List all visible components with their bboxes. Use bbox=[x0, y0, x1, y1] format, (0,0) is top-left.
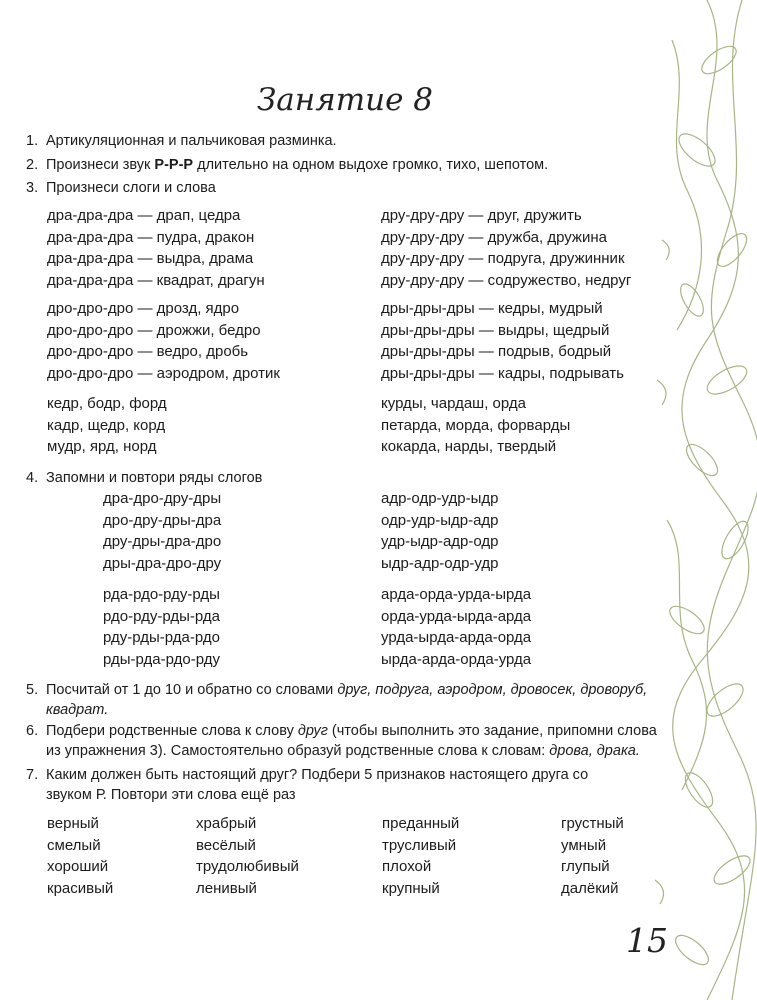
list-item: весёлый bbox=[196, 836, 256, 854]
list-item: курды, чардаш, орда bbox=[381, 395, 526, 412]
task-4 bbox=[26, 468, 666, 488]
task-text: Произнеси звук bbox=[46, 157, 155, 173]
list-item: кедр, бодр, форд bbox=[47, 395, 167, 412]
page-title: Занятие 8 bbox=[256, 82, 434, 118]
list-item: дры-дры-дры — кедры, мудрый bbox=[381, 300, 603, 317]
list-item: ленивый bbox=[196, 879, 257, 897]
task-italic-words: друг bbox=[297, 723, 328, 739]
list-item: дро-дро-дро — аэродром, дротик bbox=[47, 364, 280, 382]
task-3 bbox=[26, 178, 666, 198]
list-item: дро-дро-дро — дрозд, ядро bbox=[47, 300, 240, 317]
task-text: (чтобы выполнить это задание, припомни слова bbox=[327, 723, 657, 739]
ex3-left-group-3 bbox=[47, 393, 167, 458]
list-item: преданный bbox=[382, 815, 460, 832]
list-item: дру-дру-дру — содружество, недруг bbox=[381, 271, 632, 289]
ex7-column-2 bbox=[196, 813, 299, 899]
task-text: Произнеси слоги и слова bbox=[46, 180, 216, 196]
list-item: красивый bbox=[47, 879, 114, 897]
page-number: 15 bbox=[626, 921, 668, 960]
task-number: 4. bbox=[26, 470, 39, 486]
ex7-column-3 bbox=[382, 813, 459, 899]
list-item: дра-дра-дра — выдра, драма bbox=[47, 250, 254, 267]
task-number: 5. bbox=[26, 682, 39, 698]
task-text: Запомни и повтори ряды слогов bbox=[46, 470, 263, 486]
ex4-right-group-2 bbox=[381, 584, 531, 670]
list-item: кокарда, нарды, твердый bbox=[381, 438, 557, 455]
list-item: дро-дро-дро — ведро, дробь bbox=[47, 343, 249, 360]
list-item: дры-дра-дро-дру bbox=[103, 554, 222, 572]
task-number: 7. bbox=[26, 767, 39, 783]
task-text: Подбери родственные слова к слову bbox=[46, 723, 298, 739]
list-item: рды-рда-рдо-рду bbox=[103, 650, 220, 668]
ex4-left-group-2 bbox=[103, 584, 220, 670]
list-item: дру-дру-дру — подруга, дружинник bbox=[381, 250, 625, 267]
task-text: Артикуляционная и пальчиковая разминка. bbox=[46, 133, 337, 149]
task-italic-words: дрова, драка. bbox=[549, 743, 640, 759]
list-item: грустный bbox=[561, 815, 624, 832]
task-text: звуком Р. Повтори эти слова ещё раз bbox=[46, 787, 296, 803]
list-item: хороший bbox=[47, 858, 109, 875]
list-item: адр-одр-удр-ыдр bbox=[381, 490, 499, 507]
task-6 bbox=[26, 721, 666, 761]
list-item: кадр, щедр, корд bbox=[47, 416, 166, 434]
ex3-right-group-1 bbox=[381, 205, 631, 291]
list-item: дру-дру-дру — друг, дружить bbox=[381, 207, 582, 224]
list-item: дру-дру-дру — дружба, дружина bbox=[381, 228, 607, 246]
list-item: смелый bbox=[47, 836, 101, 854]
list-item: трусливый bbox=[382, 836, 457, 854]
task-7 bbox=[26, 765, 666, 805]
task-5 bbox=[26, 680, 666, 720]
ex7-column-1 bbox=[47, 813, 113, 899]
list-item: рду-рды-рда-рдо bbox=[103, 629, 220, 646]
task-italic-words: квадрат. bbox=[46, 702, 109, 718]
sound-label: Р-Р-Р bbox=[154, 157, 194, 173]
list-item: орда-урда-ырда-арда bbox=[381, 607, 532, 625]
list-item: урда-ырда-арда-орда bbox=[381, 629, 532, 646]
list-item: плохой bbox=[382, 858, 432, 875]
list-item: дра-дра-дра — драп, цедра bbox=[47, 207, 241, 224]
list-item: одр-удр-ыдр-адр bbox=[381, 511, 499, 529]
list-item: удр-ыдр-адр-одр bbox=[381, 533, 499, 550]
ex3-left-group-1 bbox=[47, 205, 265, 291]
list-item: крупный bbox=[382, 879, 440, 897]
list-item: дра-дра-дра — квадрат, драгун bbox=[47, 271, 265, 289]
task-number: 6. bbox=[26, 723, 39, 739]
task-text: из упражнения 3). Самостоятельно образуй родственные слова к словам: bbox=[46, 743, 550, 759]
ex4-right-group-1 bbox=[381, 488, 499, 574]
list-item: дру-дры-дра-дро bbox=[103, 533, 222, 550]
task-number: 2. bbox=[26, 157, 39, 173]
list-item: верный bbox=[47, 815, 99, 832]
list-item: умный bbox=[561, 836, 607, 854]
list-item: петарда, морда, форварды bbox=[381, 416, 571, 434]
ex3-right-group-3 bbox=[381, 393, 570, 458]
ex3-right-group-2 bbox=[381, 298, 624, 384]
task-2 bbox=[26, 155, 666, 175]
list-item: дро-дро-дро — дрожжи, бедро bbox=[47, 321, 261, 339]
list-item: рдо-рду-рды-рда bbox=[103, 607, 220, 625]
ex7-column-4 bbox=[561, 813, 624, 899]
list-item: далёкий bbox=[561, 879, 619, 897]
task-italic-words: друг, подруга, аэродром, дровосек, дроворуб, bbox=[337, 682, 648, 698]
task-text: длительно на одном выдохе громко, тихо, шепотом. bbox=[193, 157, 549, 173]
ex3-left-group-2 bbox=[47, 298, 280, 384]
list-item: ырда-арда-орда-урда bbox=[381, 650, 532, 668]
task-text: Посчитай от 1 до 10 и обратно со словами bbox=[46, 682, 338, 698]
list-item: дры-дры-дры — выдры, щедрый bbox=[381, 321, 610, 339]
list-item: дры-дры-дры — подрыв, бодрый bbox=[381, 343, 612, 360]
list-item: дра-дра-дра — пудра, дракон bbox=[47, 228, 255, 246]
list-item: дра-дро-дру-дры bbox=[103, 490, 222, 507]
list-item: глупый bbox=[561, 858, 610, 875]
list-item: ыдр-адр-одр-удр bbox=[381, 554, 499, 572]
list-item: рда-рдо-рду-рды bbox=[103, 586, 220, 603]
list-item: дры-дры-дры — кадры, подрывать bbox=[381, 364, 624, 382]
list-item: храбрый bbox=[196, 815, 257, 832]
list-item: дро-дру-дры-дра bbox=[103, 511, 222, 529]
list-item: мудр, ярд, норд bbox=[47, 438, 157, 455]
task-number: 3. bbox=[26, 180, 39, 196]
task-number: 1. bbox=[26, 133, 39, 149]
task-1 bbox=[26, 131, 666, 151]
ex4-left-group-1 bbox=[103, 488, 221, 574]
list-item: трудолюбивый bbox=[196, 858, 299, 875]
list-item: арда-орда-урда-ырда bbox=[381, 586, 532, 603]
task-text: Каким должен быть настоящий друг? Подбери 5 признаков настоящего друга со bbox=[46, 767, 589, 783]
